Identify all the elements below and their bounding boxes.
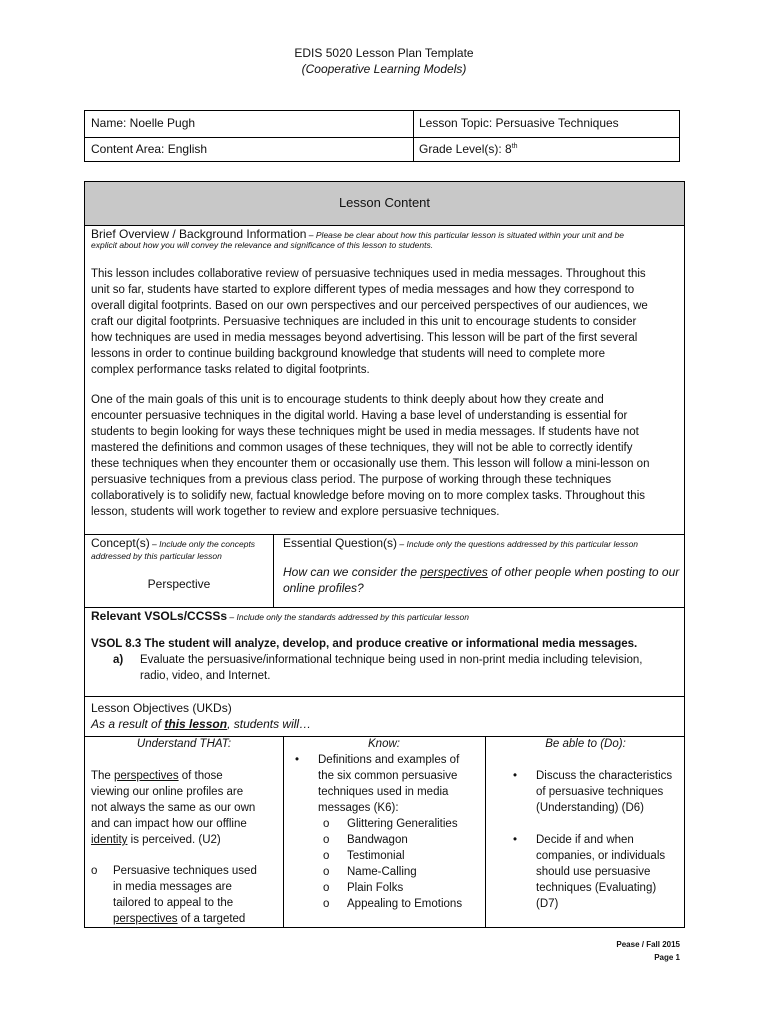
essential-question-label: Essential Question(s) — [283, 536, 398, 550]
footer-page-number: Page 1 — [654, 953, 680, 962]
do-heading: Be able to (Do): — [545, 738, 626, 750]
standards-label: Relevant VSOLs/CCSSs — [91, 609, 228, 623]
do-item-line: (Understanding) (D6) — [536, 802, 645, 814]
know-item-marker: o — [323, 882, 330, 894]
understand-item-1-line-3: not always the same as our own — [91, 802, 256, 814]
overview-paragraph-line: This lesson includes collaborative review of persuasive techniques used in media messages. Throughout this — [91, 268, 646, 280]
overview-paragraph-line: mastered the definitions and common usages of these techniques, they will not be able to correctly identify — [91, 442, 633, 454]
objectives-intro: As a result of this lesson, students will… — [91, 717, 312, 731]
standards-hint: – Include only the standards addressed by this particular lesson — [227, 612, 469, 622]
concepts-label-row — [91, 535, 255, 552]
document-title: EDIS 5020 Lesson Plan Template — [294, 46, 474, 60]
concepts-hint: – Include only the concepts — [149, 539, 256, 549]
overview-paragraph-line: overall digital footprints. Based on our own perspectives and our perceived perspectives of our audiences, we — [91, 300, 648, 312]
overview-paragraph-line: craft our digital footprints. Persuasive techniques are included in this unit to encourage students to consider — [91, 316, 637, 328]
do-bullet-1: • — [513, 770, 518, 782]
know-item-marker: o — [323, 850, 330, 862]
essential-question-text: How can we consider the perspectives of other people when posting to our — [283, 565, 680, 579]
know-item-marker: o — [323, 866, 330, 878]
overview-paragraph-line: collaboratively is to solidify new, factual knowledge before moving on to more complex tasks. Throughout this — [91, 490, 645, 502]
overview-hint-2: explicit about how you will convey the relevance and significance of this lesson to students. — [91, 240, 434, 250]
know-definition-line: Definitions and examples of — [318, 754, 460, 766]
know-definition-line: the six common persuasive — [318, 770, 458, 782]
name-field: Name: Noelle Pugh — [91, 116, 196, 130]
know-technique-item: Testimonial — [347, 850, 405, 862]
know-item-marker: o — [323, 898, 330, 910]
essential-question-text-2: online profiles? — [283, 581, 364, 595]
do-item-line: should use persuasive — [536, 866, 651, 878]
overview-paragraph-line: One of the main goals of this unit is to encourage students to think deeply about how they create and — [91, 394, 604, 406]
know-bullet: • — [295, 754, 300, 766]
essential-question-label-row — [283, 535, 638, 552]
know-heading: Know: — [368, 738, 400, 750]
know-technique-item: Appealing to Emotions — [347, 898, 463, 910]
do-item-line: (D7) — [536, 898, 559, 910]
understand-item-2-line-4: perspectives of a targeted — [113, 913, 246, 925]
do-item-line: of persuasive techniques — [536, 786, 664, 798]
understand-item-1: The perspectives of those — [91, 770, 223, 782]
understand-heading: Understand THAT: — [136, 738, 232, 750]
overview-paragraph-line: encounter persuasive techniques in the digital world. Having a base level of understanding is essential for — [91, 410, 628, 422]
know-technique-item: Bandwagon — [347, 834, 408, 846]
concepts-hint-2: addressed by this particular lesson — [91, 551, 222, 561]
do-item-line: companies, or individuals — [536, 850, 666, 862]
vsol-standard: VSOL 8.3 The student will analyze, develop, and produce creative or informational media messages. — [91, 638, 638, 650]
overview-paragraph-line: complex performance tasks related to digital footprints. — [91, 364, 370, 376]
overview-paragraph-line: lessons in order to continue building background knowledge that students will need to complete more — [91, 348, 605, 360]
objectives-label: Lesson Objectives (UKDs) — [91, 701, 232, 715]
lesson-content-table — [84, 181, 685, 928]
know-technique-item: Glittering Generalities — [347, 818, 458, 830]
document-subtitle: (Cooperative Learning Models) — [301, 62, 467, 76]
overview-paragraph-line: lesson, students will work together to review and explore persuasive techniques. — [91, 506, 500, 518]
overview-paragraph-line: these techniques when they encounter them or occasionally use them. This lesson will follow a mini-lesson on — [91, 458, 650, 470]
overview-paragraph-line: students to begin looking for ways these techniques might be used in media messages. If students have not — [91, 426, 639, 438]
know-definition-line: messages (K6): — [318, 802, 399, 814]
standards-label-row — [91, 608, 469, 625]
standard-sub-marker: a) — [113, 654, 124, 666]
standard-sub-item-2: radio, video, and Internet. — [140, 670, 271, 682]
grade-level-field: Grade Level(s): 8th — [419, 142, 518, 156]
do-item-line: Decide if and when — [536, 834, 634, 846]
understand-item-1-line-2: viewing our online profiles are — [91, 786, 244, 798]
footer-course: Pease / Fall 2015 — [616, 940, 680, 949]
know-technique-item: Plain Folks — [347, 882, 404, 894]
understand-item-2-marker: o — [91, 865, 98, 877]
do-bullet-2: • — [513, 834, 518, 846]
understand-item-2-line-2: in media messages are — [113, 881, 232, 893]
overview-paragraph-line: unit so far, students have started to explore different types of media messages and how they correspond to — [91, 284, 635, 296]
know-technique-item: Name-Calling — [347, 866, 417, 878]
do-item-line: techniques (Evaluating) — [536, 882, 657, 894]
essential-question-hint: – Include only the questions addressed by this particular lesson — [397, 539, 639, 549]
concepts-label: Concept(s) — [91, 536, 150, 550]
content-area-field: Content Area: English — [91, 142, 208, 156]
overview-label: Brief Overview / Background Information — [91, 227, 307, 241]
understand-item-2: Persuasive techniques used — [113, 865, 257, 877]
know-definition-line: techniques used in media — [318, 786, 449, 798]
overview-paragraph-line: persuasive techniques from a previous class period. The purpose of working through these techniques — [91, 474, 612, 486]
lesson-content-heading: Lesson Content — [338, 195, 431, 210]
overview-hint: – Please be clear about how this particular lesson is situated within your unit and be — [306, 230, 624, 240]
overview-paragraph-line: how techniques are used in media messages beyond advertising. This lesson will be part of the first several — [91, 332, 638, 344]
lesson-topic-field: Lesson Topic: Persuasive Techniques — [419, 116, 619, 130]
info-table — [84, 110, 680, 162]
know-item-marker: o — [323, 818, 330, 830]
understand-item-2-line-3: tailored to appeal to the — [113, 897, 234, 909]
concept-value: Perspective — [147, 577, 211, 591]
know-item-marker: o — [323, 834, 330, 846]
understand-item-1-line-4: and can impact how our offline — [91, 818, 247, 830]
do-item-line: Discuss the characteristics — [536, 770, 673, 782]
understand-item-1-line-5: identity is perceived. (U2) — [91, 834, 221, 846]
standard-sub-item: Evaluate the persuasive/informational technique being used in non-print media including television, — [140, 654, 643, 666]
